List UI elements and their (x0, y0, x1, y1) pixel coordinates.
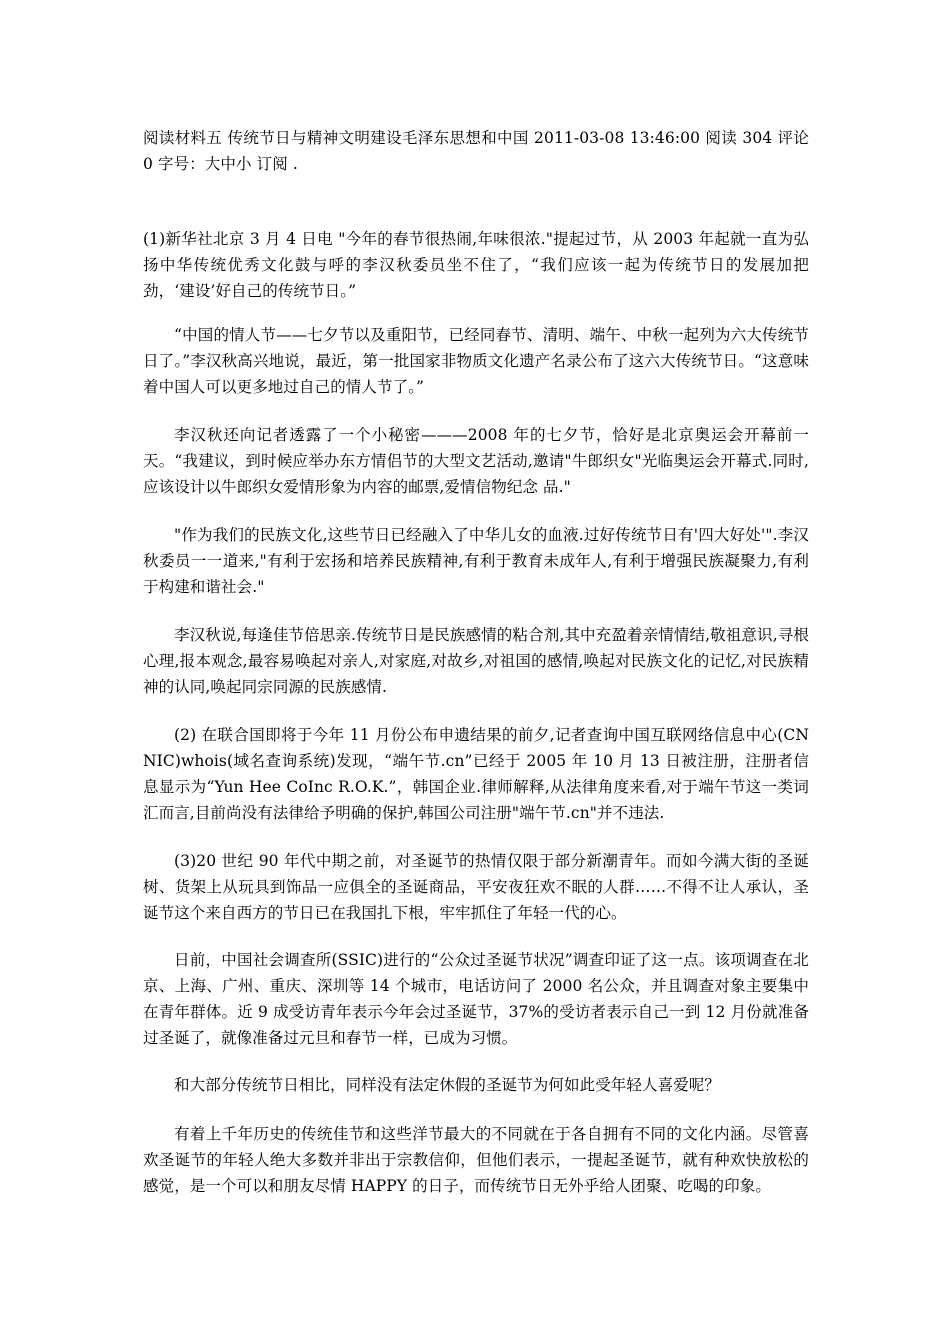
paragraph-1: (1)新华社北京 3 月 4 日电 "今年的春节很热闹,年味很浓."提起过节，从 2003 年起就一直为弘扬中华传统优秀文化鼓与呼的李汉秋委员坐不住了，“我们应该一起为传统节日的发展加把劲，‘建设’好自己的传统节日。” (143, 230, 809, 300)
paragraph-10: 有着上千年历史的传统佳节和这些洋节最大的不同就在于各自拥有不同的文化内涵。尽管喜欢圣诞节的年轻人绝大多数并非出于宗教信仰，但他们表示，一提起圣诞节，就有种欢快放松的感觉，是一个可以和朋友尽情 HAPPY 的日子，而传统节日无外乎给人团聚、吃喝的印象。 (143, 1125, 809, 1195)
paragraph-4: "作为我们的民族文化,这些节日已经融入了中华儿女的血液.过好传统节日有'四大好处'".李汉秋委员一一道来,"有利于宏扬和培养民族精神,有利于教育未成年人,有利于增强民族凝聚力,有利于构建和谐社会." (143, 526, 809, 596)
paragraph-7: (3)20 世纪 90 年代中期之前，对圣诞节的热情仅限于部分新潮青年。而如今满大街的圣诞树、货架上从玩具到饰品一应俱全的圣诞商品，平安夜狂欢不眠的人群……不得不让人承认，圣诞节这个来自西方的节日已在我国扎下根，牢牢抓住了年轻一代的心。 (143, 852, 809, 922)
paragraph-2: “中国的情人节——七夕节以及重阳节，已经同春节、清明、端午、中秋一起列为六大传统节日了。”李汉秋高兴地说，最近，第一批国家非物质文化遗产名录公布了这六大传统节日。“这意味着中国人可以更多地过自己的情人节了。” (143, 326, 809, 396)
paragraph-8: 日前，中国社会调查所(SSIC)进行的“公众过圣诞节状况”调查印证了这一点。该项调查在北京、上海、广州、重庆、深圳等 14 个城市，电话访问了 2000 名公众，并且调查对象主要集中在青年群体。近 9 成受访青年表示今年会过圣诞节，37%的受访者表示自己一到 12 月份就准备过圣诞了，就像准备过元旦和春节一样，已成为习惯。 (143, 951, 809, 1047)
paragraph-3: 李汉秋还向记者透露了一个小秘密———2008 年的七夕节，恰好是北京奥运会开幕前一天。“我建议，到时候应举办东方情侣节的大型文艺活动,邀请"牛郎织女"光临奥运会开幕式.同时,应该设计以牛郎织女爱情形象为内容的邮票,爱情信物纪念 品." (143, 426, 809, 496)
paragraph-9: 和大部分传统节日相比，同样没有法定休假的圣诞节为何如此受年轻人喜爱呢？ (174, 1076, 721, 1094)
article-header: 阅读材料五 传统节日与精神文明建设毛泽东思想和中国 2011-03-08 13:46:00 阅读 304 评论 0 字号：大中小 订阅 . (143, 129, 809, 173)
paragraph-6: (2) 在联合国即将于今年 11 月份公布申遗结果的前夕,记者查询中国互联网络信息中心(CNNIC)whois(域名查询系统)发现，“端午节.cn”已经于 2005 年 10 月 13 日被注册，注册者信息显示为“Yun Hee CoInc R.O.K.”，韩国企业.律师解释,从法律角度来看,对于端午节这一类词汇而言,目前尚没有法律给予明确的保护,韩国公司注册"端午节.cn"并不违法. (143, 726, 809, 822)
paragraph-5: 李汉秋说,每逢佳节倍思亲.传统节日是民族感情的粘合剂,其中充盈着亲情情结,敬祖意识,寻根心理,报本观念,最容易唤起对亲人,对家庭,对故乡,对祖国的感情,唤起对民族文化的记忆,对民族精神的认同,唤起同宗同源的民族感情. (143, 626, 809, 696)
